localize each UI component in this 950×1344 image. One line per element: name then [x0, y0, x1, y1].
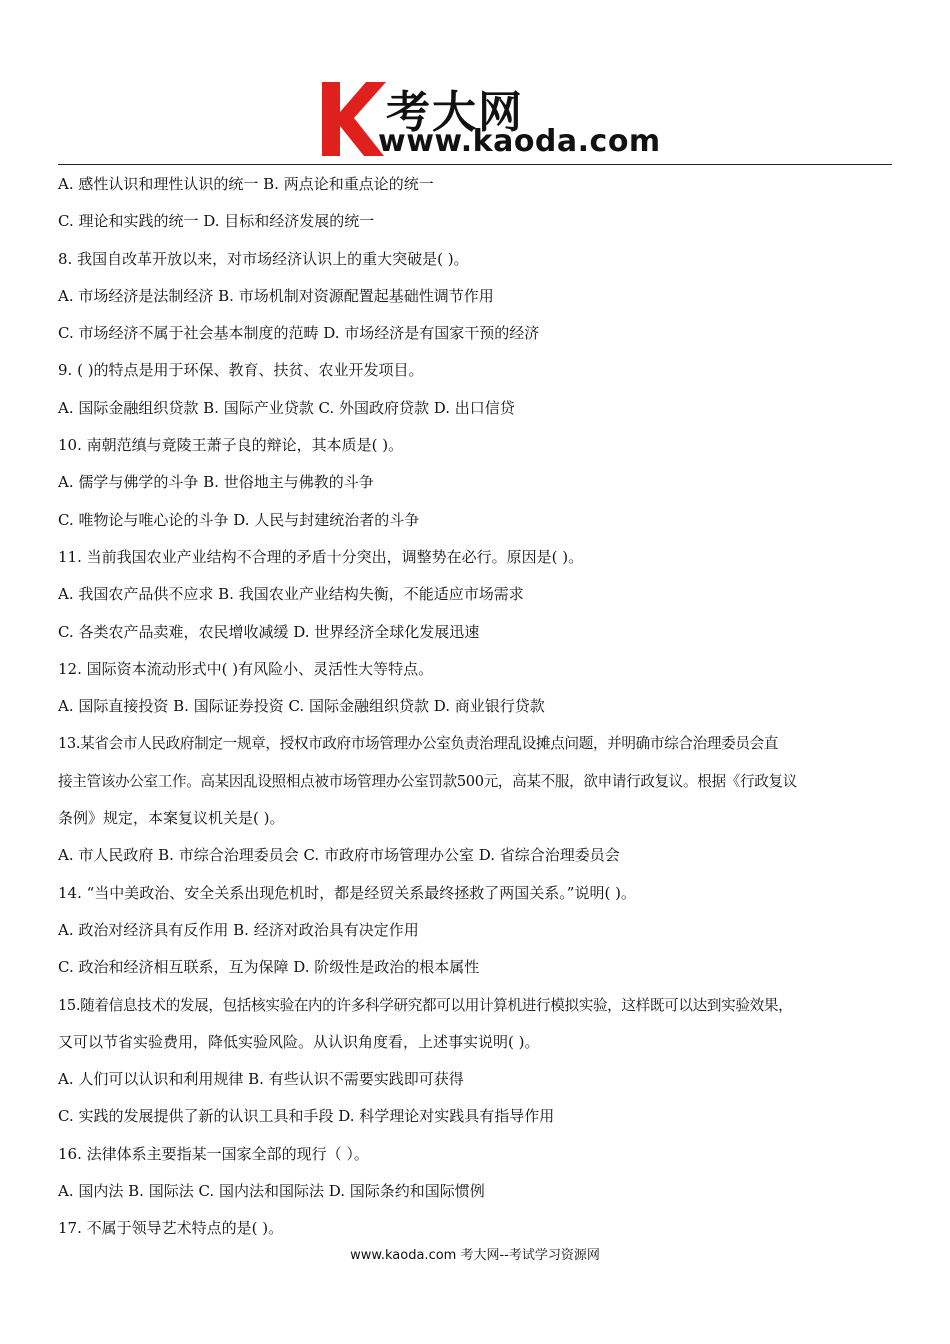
text-line: 接主管该办公室工作。高某因乱设照相点被市场管理办公室罚款500元，高某不服，欲申请行政复议。根据《行政复议: [58, 772, 797, 790]
question-9: 9. ( )的特点是用于环保、教育、扶贫、农业开发项目。: [58, 361, 424, 380]
question-17: 17. 不属于领导艺术特点的是( )。: [58, 1219, 284, 1238]
text-line: A. 国内法 B. 国际法 C. 国内法和国际法 D. 国际条约和国际惯例: [58, 1182, 485, 1201]
text-line: A. 市人民政府 B. 市综合治理委员会 C. 市政府市场管理办公室 D. 省综合治理委员会: [58, 846, 620, 865]
question-12: 12. 国际资本流动形式中( )有风险小、灵活性大等特点。: [58, 659, 434, 678]
text-line: 条例》规定，本案复议机关是( )。: [58, 809, 285, 828]
question-16: 16. 法律体系主要指某一国家全部的现行（ ）。: [58, 1144, 369, 1163]
text-line: A. 我国农产品供不应求 B. 我国农业产业结构失衡，不能适应市场需求: [58, 585, 524, 604]
text-line: C. 市场经济不属于社会基本制度的范畴 D. 市场经济是有国家干预的经济: [58, 324, 540, 343]
text-line: A. 儒学与佛学的斗争 B. 世俗地主与佛教的斗争: [58, 473, 374, 492]
text-line: A. 感性认识和理性认识的统一 B. 两点论和重点论的统一: [58, 175, 434, 193]
text-line: C. 理论和实践的统一 D. 目标和经济发展的统一: [58, 212, 375, 231]
question-10: 10. 南朝范缜与竟陵王萧子良的辩论，其本质是( )。: [58, 436, 404, 455]
question-15: 15.随着信息技术的发展，包括核实验在内的许多科学研究都可以用计算机进行模拟实验，这样既可以达到实验效果，: [58, 996, 793, 1014]
question-11: 11. 当前我国农业产业结构不合理的矛盾十分突出，调整势在必行。原因是( )。: [58, 547, 584, 566]
text-line: A. 国际金融组织贷款 B. 国际产业贷款 C. 外国政府贷款 D. 出口信贷: [58, 398, 515, 417]
text-line: C. 实践的发展提供了新的认识工具和手段 D. 科学理论对实践具有指导作用: [58, 1107, 555, 1126]
text-line: A. 国际直接投资 B. 国际证券投资 C. 国际金融组织贷款 D. 商业银行贷款: [58, 697, 545, 716]
text-line: C. 唯物论与唯心论的斗争 D. 人民与封建统治者的斗争: [58, 510, 420, 529]
document-body: [58, 166, 904, 1248]
text-line: 又可以节省实验费用，降低实验风险。从认识角度看，上述事实说明( )。: [58, 1032, 540, 1051]
question-14: 14. “当中美政治、安全关系出现危机时，都是经贸关系最终拯救了两国关系。”说明( )。: [58, 883, 636, 902]
text-line: C. 各类农产品卖难，农民增收减缓 D. 世界经济全球化发展迅速: [58, 622, 480, 641]
text-line: A. 市场经济是法制经济 B. 市场机制对资源配置起基础性调节作用: [58, 286, 494, 305]
question-8: 8. 我国自改革开放以来，对市场经济认识上的重大突破是( )。: [58, 249, 469, 268]
question-13: 13.某省会市人民政府制定一规章，授权市政府市场管理办公室负责治理乱设摊点问题，并明确市综合治理委员会直: [58, 735, 779, 753]
kaoda-logo: [318, 72, 661, 164]
text-line: A. 人们可以认识和利用规律 B. 有些认识不需要实践即可获得: [58, 1070, 464, 1089]
page-footer: www.kaoda.com 考大网--考试学习资源网: [350, 1248, 600, 1263]
text-line: A. 政治对经济具有反作用 B. 经济对政治具有决定作用: [58, 920, 419, 939]
logo-url-text: www.kaoda.com: [378, 124, 661, 159]
text-line: C. 政治和经济相互联系，互为保障 D. 阶级性是政治的根本属性: [58, 958, 480, 977]
header-divider: [58, 164, 892, 165]
logo-chinese-title: 考大网: [386, 87, 524, 138]
